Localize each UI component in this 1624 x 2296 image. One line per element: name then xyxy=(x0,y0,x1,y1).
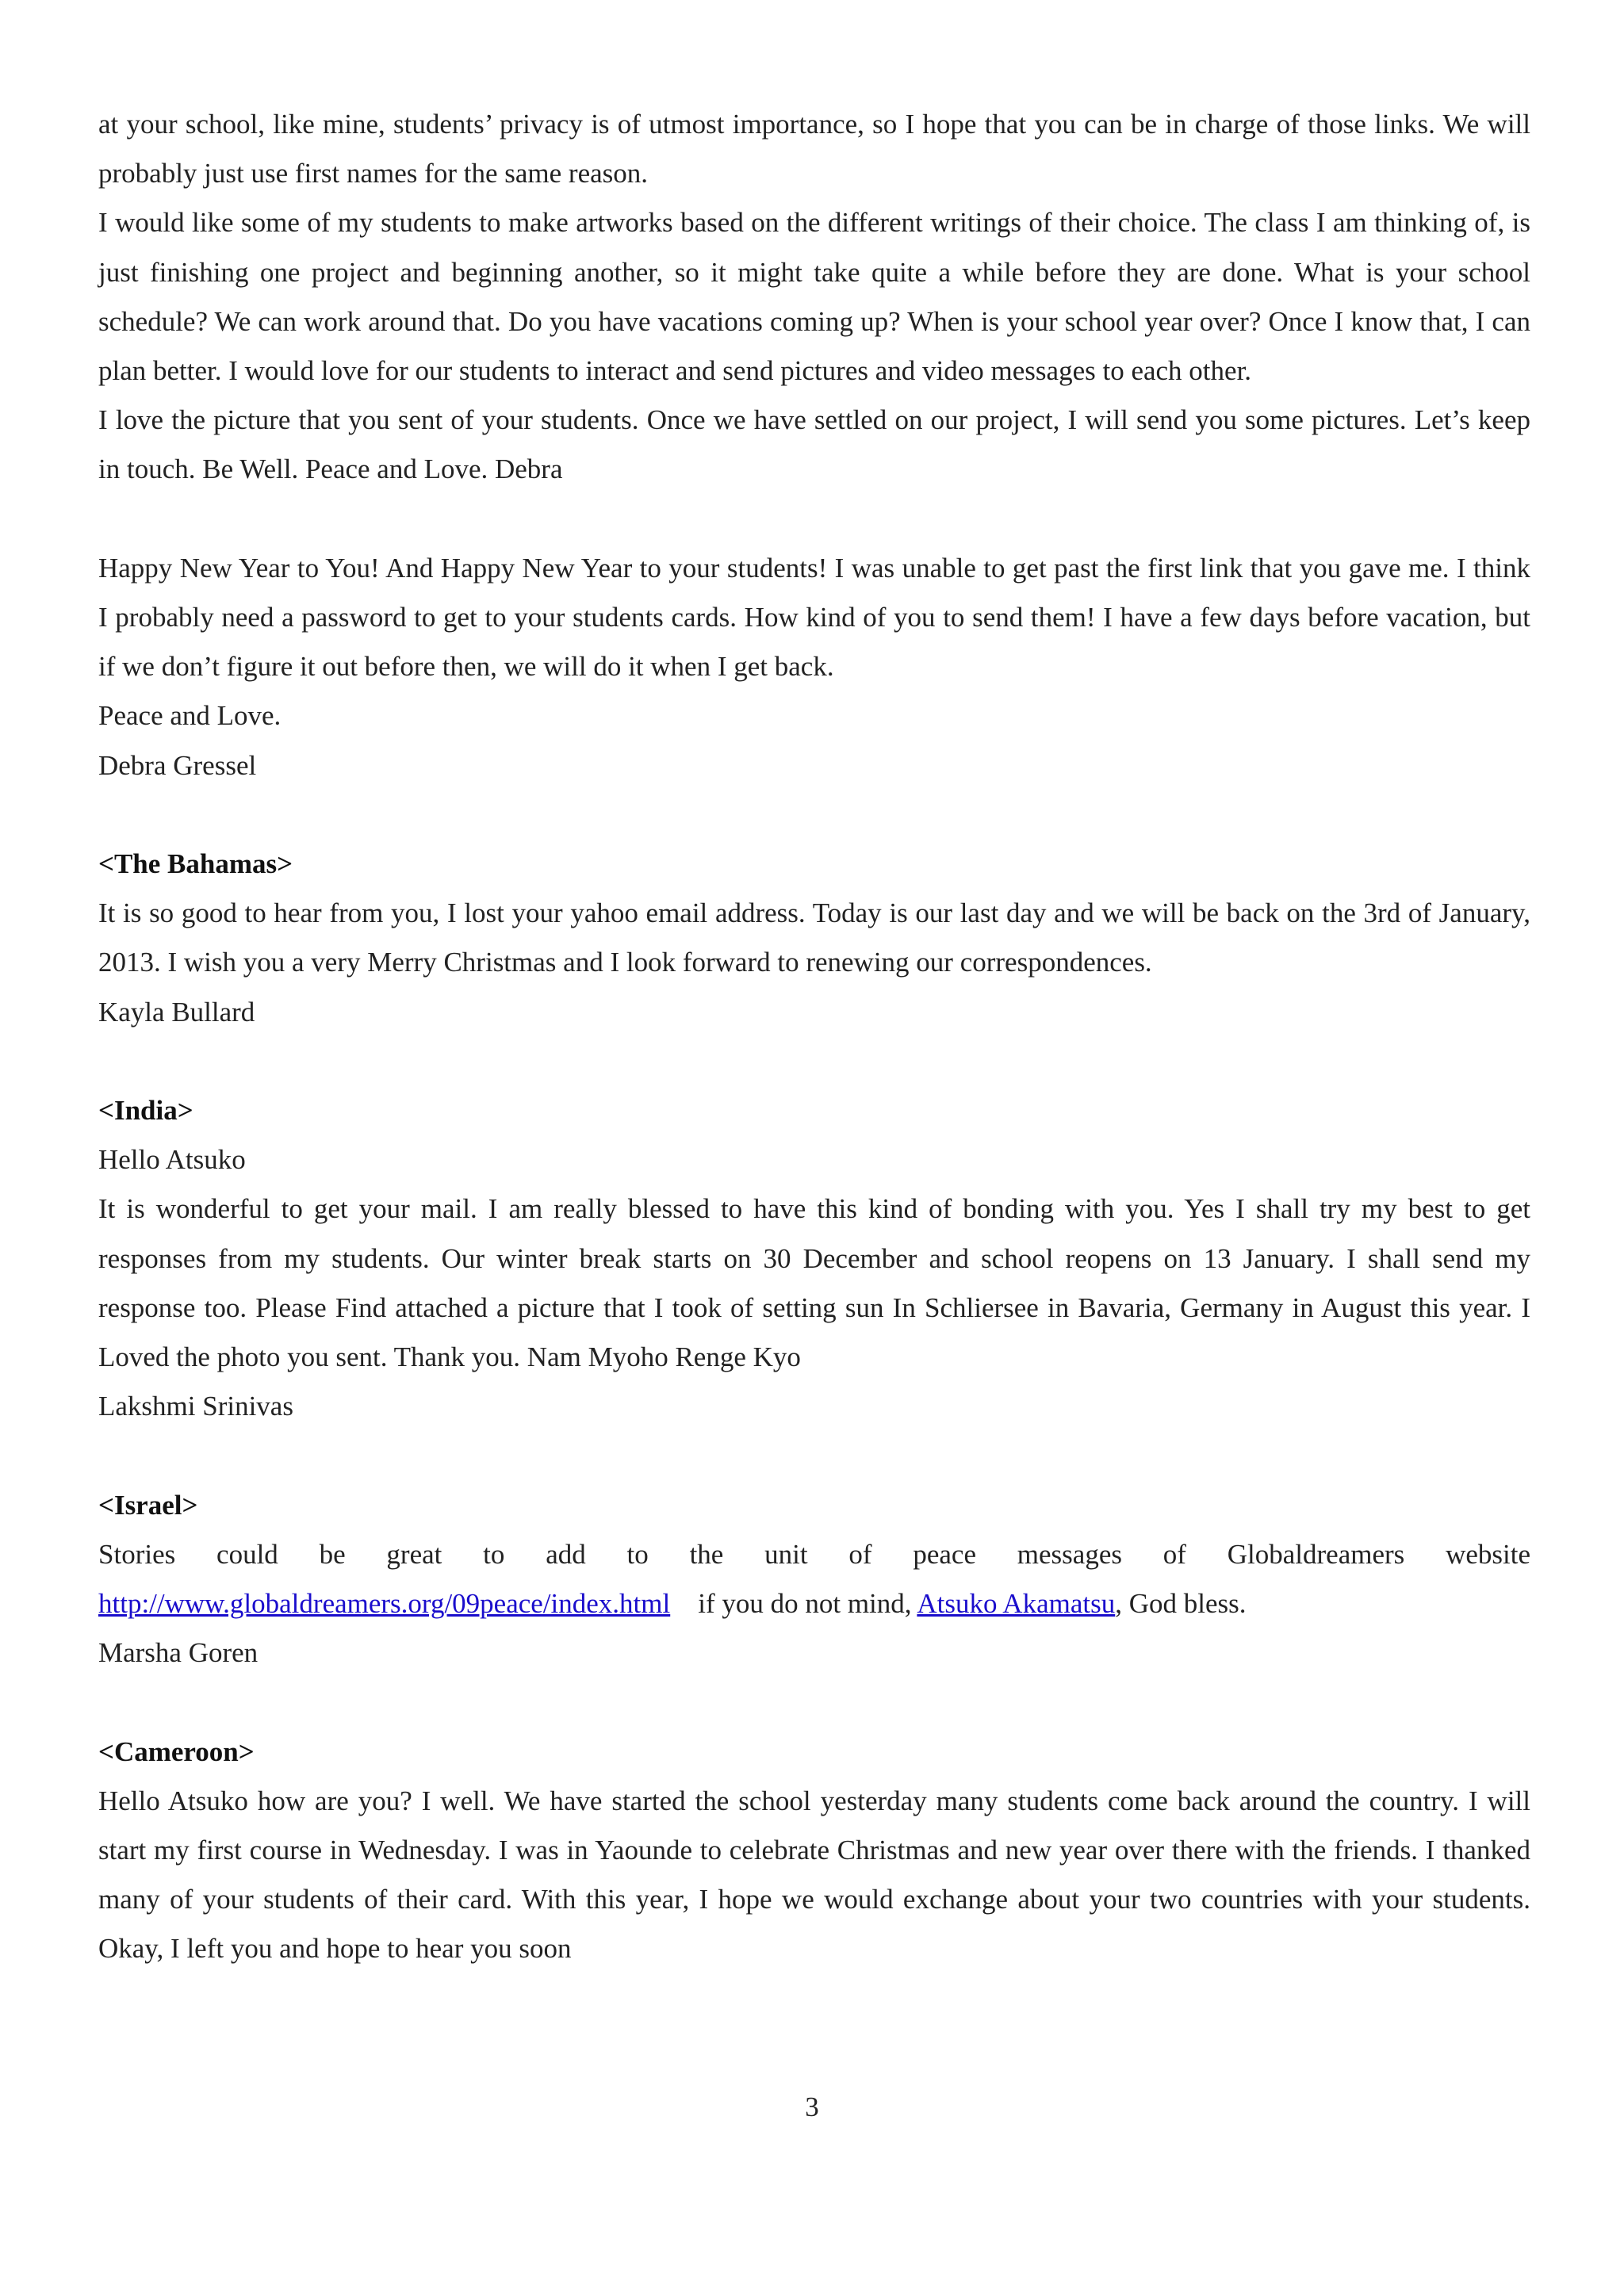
cameroon-body: Hello Atsuko how are you? I well. We have started the school yesterday many students come back around the country. I will start my first course in Wednesday. I was in Yaounde to celebrate Christmas and new year over there with the friends. I thanked many of your students of their card. With this year, I hope we would exchange about your two countries with your students. Okay, I left you and hope to hear you soon xyxy=(98,1785,1530,1965)
india-signature: Lakshmi Srinivas xyxy=(98,1391,293,1422)
debra-paragraph-1: at your school, like mine, students’ privacy is of utmost importance, so I hope that you can be in charge of those links. We will probably just use first names for the same reason. xyxy=(98,109,1530,189)
bahamas-body: It is so good to hear from you, I lost your yahoo email address. Today is our last day and we will be back on the 3rd of January, 2013. I wish you a very Merry Christmas and I look forward to renewing our correspondences. xyxy=(98,897,1530,978)
spacer xyxy=(98,1678,1530,1727)
page-number: 3 xyxy=(805,2091,819,2122)
israel-signature: Marsha Goren xyxy=(98,1637,259,1669)
section-heading-bahamas: <The Bahamas> xyxy=(98,848,293,880)
debra-closing: Peace and Love. xyxy=(98,700,282,732)
spacer xyxy=(98,1431,1530,1480)
globaldreamers-url-link[interactable]: http://www.globaldreamers.org/09peace/index.html xyxy=(98,1588,671,1620)
section-heading-cameroon: <Cameroon> xyxy=(98,1735,255,1767)
india-body: It is wonderful to get your mail. I am really blessed to have this kind of bonding with you. Yes I shall try my best to get responses from my students. Our winter break starts on 30 December and school reopens on 13 January. I shall send my response too. Please Find attached a picture that I took of setting sun In Schliersee in Bavaria, Germany in August this year. I Loved the photo you sent. Thank you. Nam Myoho Renge Kyo xyxy=(98,1193,1530,1373)
debra-paragraph-2: I would like some of my students to make artworks based on the different writings of their choice. The class I am thinking of, is just finishing one project and beginning another, so it might take quite a while before they are done. What is your school schedule? We can work around that. Do you have vacations coming up? When is your school year over? Once I know that, I can plan better. I would love for our students to interact and send pictures and video messages to each other. xyxy=(98,207,1530,387)
debra-paragraph-4: Happy New Year to You! And Happy New Year to your students! I was unable to get past the first link that you gave me. I think I probably need a password to get to your students cards. How kind of you to send them! I have a few days before vacation, but if we don’t figure it out before then, we will do it when I get back. xyxy=(98,552,1530,683)
section-heading-india: <India> xyxy=(98,1095,193,1127)
israel-body-end: , God bless. xyxy=(1115,1588,1247,1620)
israel-body-mid: if you do not mind, xyxy=(698,1588,912,1620)
bahamas-signature: Kayla Bullard xyxy=(98,996,255,1027)
india-greeting: Hello Atsuko xyxy=(98,1144,246,1176)
israel-body-line-2 xyxy=(98,1579,1530,1628)
section-heading-israel: <Israel> xyxy=(98,1489,198,1521)
israel-body-gap xyxy=(670,1588,698,1619)
debra-signature: Debra Gressel xyxy=(98,749,257,781)
israel-body-line-1: Stories could be great to add to the unit of peace messages of Globaldreamers website xyxy=(98,1538,1530,1570)
document-page xyxy=(98,100,1530,1974)
spacer xyxy=(98,495,1530,544)
debra-paragraph-3: I love the picture that you sent of your students. Once we have settled on our project, I will send you some pictures. Let’s keep in touch. Be Well. Peace and Love. Debra xyxy=(98,404,1530,485)
spacer xyxy=(98,790,1530,840)
atsuko-akamatsu-link[interactable]: Atsuko Akamatsu xyxy=(917,1588,1116,1620)
spacer xyxy=(98,1037,1530,1086)
